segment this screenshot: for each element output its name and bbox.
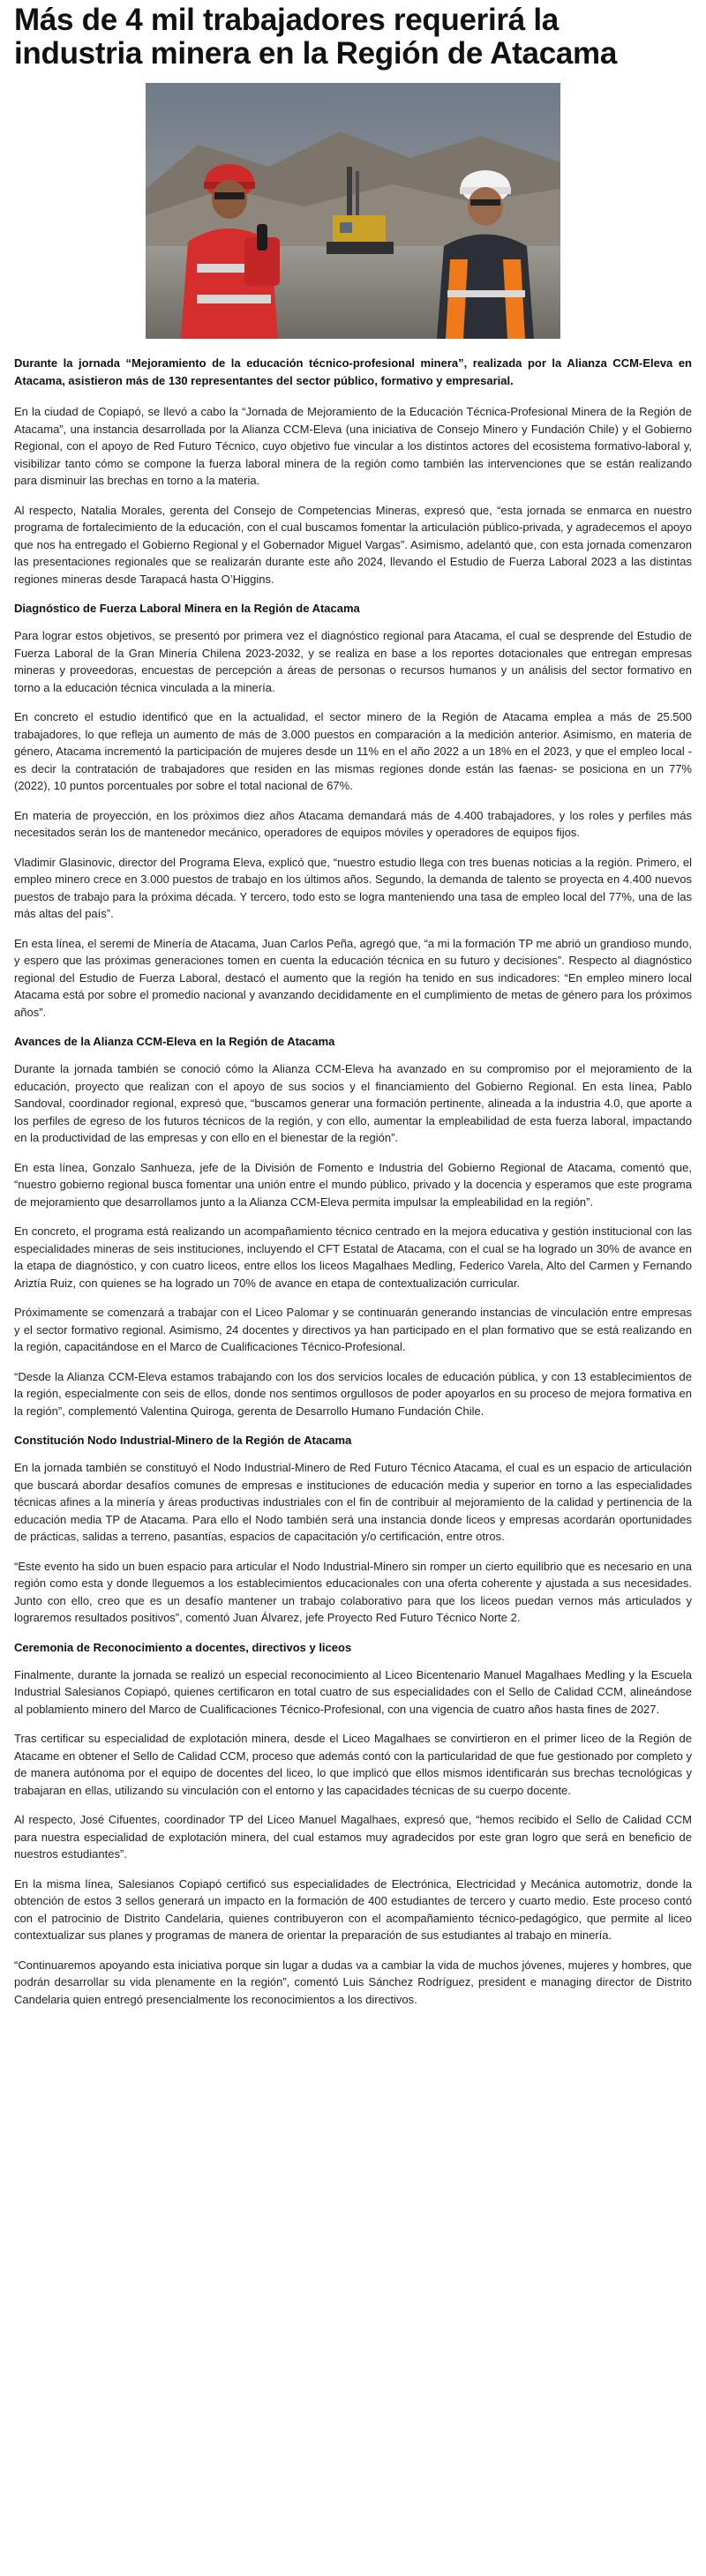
paragraph: Para lograr estos objetivos, se presentó por primera vez el diagnóstico regional para Atacama, el cual se desprende del Estudio de Fuerza Laboral de la Gran Minería Chilena 2023-2032, y se realiza en base a los reportes dotacionales que entregan empresas mineras y proveedoras, encuestas de percepción a áreas de personas o recursos humanos y un análisis del sector formativo en torno a la educación técnica vinculada a la minería. — [14, 629, 692, 694]
paragraph: En esta línea, Gonzalo Sanhueza, jefe de la División de Fomento e Industria del Gobierno Regional de Atacama, comentó que, “nuestro gobierno regional busca fomentar una unión entre el mundo público, privado y la docencia y esperamos que este programa de mejoramiento que desarrollamos junto a la Alianza CCM-Eleva permita impulsar la empleabilidad en la región”. — [14, 1160, 692, 1209]
paragraph: Durante la jornada también se conoció cómo la Alianza CCM-Eleva ha avanzado en su compromiso por el mejoramiento de la educación, proyecto que realizan con el apoyo de sus socios y el financiamiento del Gobierno Regional. En esta línea, Pablo Sandoval, coordinador regional, expresó que, “buscamos generar una formación pertinente, alineada a la industria 4.0, que aporte a los perfiles de egreso de los futuros técnicos de la región, y con ello, aumentar la empleabilidad de esta fuerza laboral, impactando en la productividad de las empresas y con ello en el bienestar de la región”. — [14, 1062, 692, 1144]
paragraph: En la misma línea, Salesianos Copiapó certificó sus especialidades de Electrónica, Electricidad y Mecánica automotriz, donde la obtención de estos 3 sellos generará un impacto en la formación de 400 estudiantes de tercero y cuarto medio. Este proceso contó con el patrocinio de Distrito Candelaria, quienes contribuyeron con el acompañamiento técnico-pedagógico, que permite al liceo contextualizar sus planes y programas de manera de orientar la preparación de sus estudiantes al trabajo en minería. — [14, 1876, 692, 1942]
section-heading: Avances de la Alianza CCM-Eleva en la Región de Atacama — [14, 1035, 335, 1048]
paragraph: En concreto el estudio identificó que en la actualidad, el sector minero de la Región de Atacama emplea a más de 25.500 trabajadores, lo que refleja un aumento de más de 3.000 puestos en comparación a la medición anterior. Asimismo, en materia de género, Atacama incrementó la participación de mujeres desde un 11% en el año 2022 a un 18% en el 2023, y que el empleo local -es decir la contratación de trabajadores que residen en las mismas regiones donde están las faenas- se posiciona en un 77% (2022), 10 puntos porcentuales por sobre el total nacional de 67%. — [14, 710, 692, 792]
article-title: Más de 4 mil trabajadores requerirá la industria minera en la Región de Atacama — [14, 3, 618, 71]
paragraph: Vladimir Glasinovic, director del Programa Eleva, explicó que, “nuestro estudio llega con tres buenas noticias a la región. Primero, el empleo minero crece en 3.000 puestos de trabajo en los últimos años. Segundo, la demanda de talento se proyecta en 4.400 nuevos puestos de trabajo para la próxima década. Y tercero, todo esto se logra manteniendo una tasa de empleo local del 77%, una de las más altas del país”. — [14, 855, 692, 920]
paragraph: Finalmente, durante la jornada se realizó un especial reconocimiento al Liceo Bicentenario Manuel Magalhaes Medling y la Escuela Industrial Salesianos Copiapó, quienes certificaron en total cuatro de sus especialidades con el Sello de Calidad CCM, alineándose al poblamiento minero del Marco de Cualificaciones Técnico-Profesional, con una vigencia de cuatro años hasta fines de 2027. — [14, 1667, 692, 1716]
paragraph: En la jornada también se constituyó el Nodo Industrial-Minero de Red Futuro Técnico Atacama, el cual es un espacio de articulación que buscará abordar desafíos comunes de empresas e instituciones de educación media y superior en torno a las especialidades técnicas afines a la minería y áreas productivas industriales con el fin de contribuir al mejoramiento de la calidad y pertinencia de la educación media TP de Atacama. Para ello el Nodo también será una instancia donde liceos y empresas acordarán oportunidades de prácticas, salidas a terreno, pasantías, espacios de capacitación y/o certificación, entre otros. — [14, 1461, 692, 1543]
paragraph: Tras certificar su especialidad de explotación minera, desde el Liceo Magalhaes se convirtieron en el primer liceo de la Región de Atacame en obtener el Sello de Calidad CCM, proceso que además contó con la particularidad de que fue gestionado por completo y de manera autónoma por el equipo de docentes del liceo, lo que implicó que ellos mismos identificarán sus brechas tecnológicas y trabajaran en ellas, utilizando su vinculación con el entorno y las capacidades técnicas de su cuerpo docente. — [14, 1732, 692, 1797]
paragraph: “Este evento ha sido un buen espacio para articular el Nodo Industrial-Minero sin romper un cierto equilibrio que es necesario en una región como esta y donde lleguemos a los establecimientos educacionales con una oferta coherente y ajustada a sus necesidades. Junto con ello, creo que es un desafío mantener un trabajo colaborativo para que los liceos puedan vernos más articulados y lograremos resultados positivos”, comentó Juan Álvarez, jefe Proyecto Red Futuro Técnico Norte 2. — [14, 1559, 692, 1624]
paragraph: En materia de proyección, en los próximos diez años Atacama demandará más de 4.400 trabajadores, y los roles y perfiles más necesitados serán los de mantenedor mecánico, operadores de equipos móviles y operadores de equipos fijos. — [14, 808, 692, 839]
hero-photo — [146, 83, 560, 339]
section-heading: Constitución Nodo Industrial-Minero de la Región de Atacama — [14, 1434, 352, 1447]
paragraph: Próximamente se comenzará a trabajar con el Liceo Palomar y se continuarán generando instancias de vinculación entre empresas y el sector formativo regional. Asimismo, 24 docentes y directivos ya han participado en el plan formativo que se está realizando en la región, capacitándose en el Marco de Cualificaciones Técnico-Profesional. — [14, 1306, 692, 1353]
mining-workers-photo — [146, 83, 560, 339]
paragraph: “Continuaremos apoyando esta iniciativa porque sin lugar a dudas va a cambiar la vida de muchos jóvenes, mujeres y hombres, que podrán desarrollar su vida plenamente en la región”, comentó Luis Sánchez Rodríguez, president e managing director de Distrito Candelaria quien entregó presencialmente los reconocimientos a los directivos. — [14, 1958, 692, 2006]
paragraph: En la ciudad de Copiapó, se llevó a cabo la “Jornada de Mejoramiento de la Educación Técnica-Profesional Minera de la Región de Atacama”, una instancia desarrollada por la Alianza CCM-Eleva (una iniciativa de Consejo Minero y Fundación Chile) y el Gobierno Regional, con el apoyo de Red Futuro Técnico, cuyo objetivo fue vincular a los distintos actores del ecosistema formativo-laboral y, visibilizar tanto cómo se compone la fuerza laboral minera de la región como también las intervenciones que se están realizando para disminuir las brechas en torno a la materia. — [14, 405, 692, 487]
section-heading: Ceremonia de Reconocimiento a docentes, directivos y liceos — [14, 1640, 352, 1654]
paragraph: En esta línea, el seremi de Minería de Atacama, Juan Carlos Peña, agregó que, “a mi la formación TP me abrió un grandioso mundo, y espero que las próximas generaciones tomen en cuenta la educación técnica en su futuro y decisiones”. Respecto al diagnóstico regional del Estudio de Fuerza Laboral, destacó el aumento que la región ha tenido en sus indicadores: “En empleo minero local Atacama está por sobre el promedio nacional y avanzando decididamente en el cumplimiento de metas de género para los próximos años”. — [14, 936, 692, 1019]
section-heading: Diagnóstico de Fuerza Laboral Minera en la Región de Atacama — [14, 602, 360, 615]
paragraph: En concreto, el programa está realizando un acompañamiento técnico centrado en la mejora educativa y gestión institucional con las especialidades mineras de seis instituciones, incluyendo el CFT Estatal de Atacama, con el cual se ha logrado un 30% de avance en la etapa de diagnóstico, y con cuatro liceos, entre ellos los liceos Magalhaes Medling, Federico Varela, Alto del Carmen y Fernando Ariztía Ruiz, con quienes se ha logrado un 70% de avance en etapa de contextualización curricular. — [14, 1224, 692, 1290]
paragraph: “Desde la Alianza CCM-Eleva estamos trabajando con los dos servicios locales de educación pública, y con 13 establecimientos de la región, especialmente con seis de ellos, donde nos sentimos orgullosos de poder apoyarlos en su proceso de mejora formativa en la región”, complementó Valentina Quiroga, gerenta de Desarrollo Humano Fundación Chile. — [14, 1369, 692, 1418]
article-body — [14, 403, 692, 2008]
paragraph: Al respecto, Natalia Morales, gerenta del Consejo de Competencias Mineras, expresó que, “esta jornada se enmarca en nuestro programa de fortalecimiento de la educación, con el cual buscamos fomentar la articulación público-privada, y agradecemos el apoyo que nos ha entregado el Gobierno Regional y el Gobernador Miguel Vargas”. Asimismo, adelantó que, con esta jornada comenzaron las presentaciones regionales que se realizarán durante este año 2024, llevando el Estudio de Fuerza Laboral 2023 a las distintas regiones mineras desde Tarapacá hasta O’Higgins. — [14, 503, 692, 586]
article-lead: Durante la jornada “Mejoramiento de la educación técnico-profesional minera”, realizada por la Alianza CCM-Eleva en Atacama, asistieron más de 130 representantes del sector público, formativo y empresarial. — [14, 356, 692, 387]
paragraph: Al respecto, José Cifuentes, coordinador TP del Liceo Manuel Magalhaes, expresó que, “hemos recibido el Sello de Calidad CCM para nuestra especialidad de explotación minera, del cual estamos muy agradecidos por este gran logro que será en beneficio de nuestros estudiantes”. — [14, 1813, 692, 1861]
